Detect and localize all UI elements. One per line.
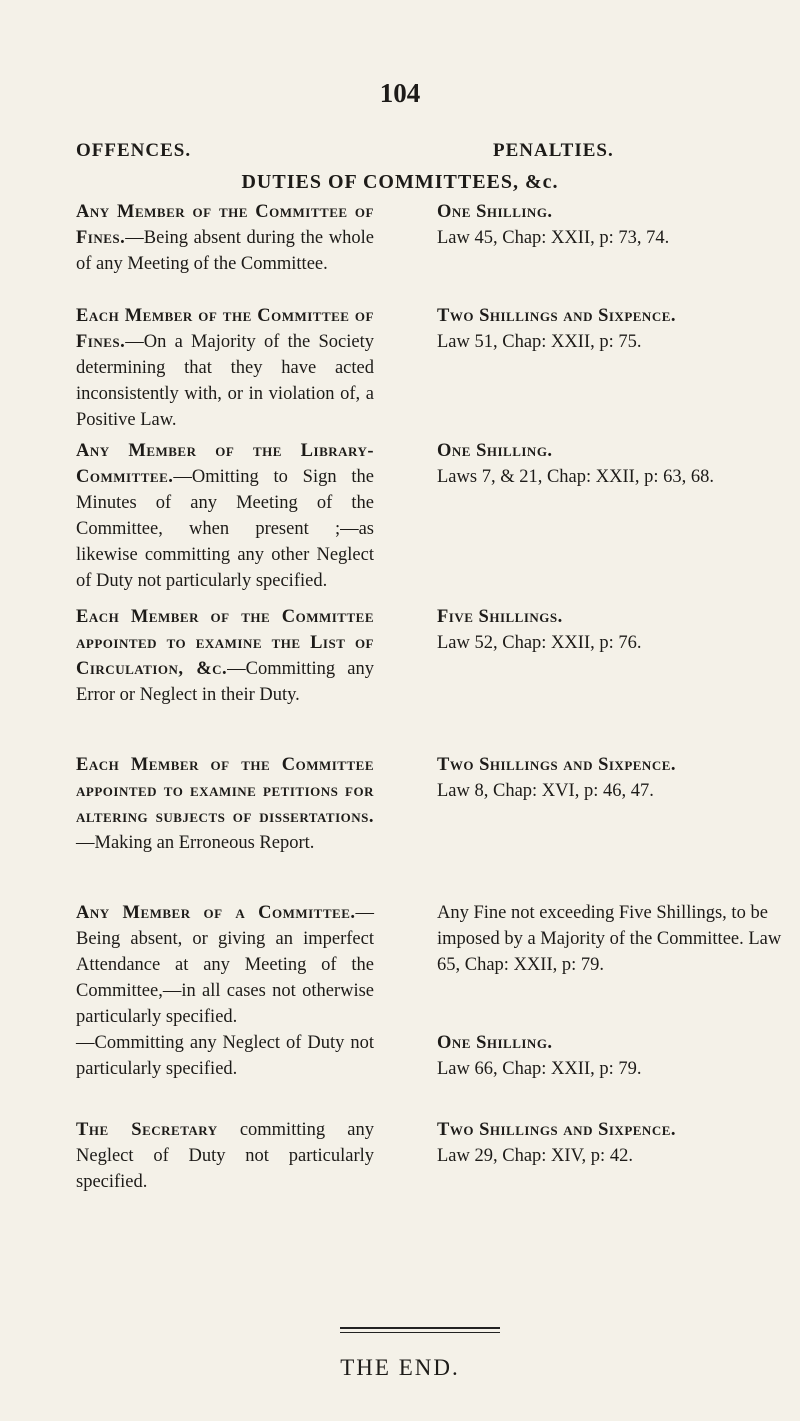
offence-head: Any Member of the Committee of Fines. xyxy=(76,202,374,248)
law-reference: Law 29, Chap: XIV, p: 42. xyxy=(437,1146,633,1166)
penalty-amount: Five Shillings. xyxy=(437,607,563,627)
closing-text: THE END. xyxy=(340,1355,460,1380)
offence-text xyxy=(76,438,374,594)
offence-text xyxy=(76,752,374,856)
law-reference: Law 51, Chap: XXII, p: 75. xyxy=(437,332,642,352)
offence-text xyxy=(76,900,374,1030)
offence-text xyxy=(76,1117,374,1195)
offence-head: Any Member of a Committee. xyxy=(76,903,356,923)
penalty-amount: Two Shillings and Sixpence. xyxy=(437,1120,677,1140)
law-reference: Law 8, Chap: XVI, p: 46, 47. xyxy=(437,781,654,801)
offence-head: Each Member of the Committee appointed to examine petitions for altering subjects of dissertations. xyxy=(76,755,374,827)
offence-head: The Secretary xyxy=(76,1120,218,1140)
column-header-penalties: PENALTIES. xyxy=(493,140,614,161)
penalty-amount: One Shilling. xyxy=(437,441,553,461)
penalty-amount: One Shilling. xyxy=(437,202,553,222)
offence-description: —Omitting to Sign the Minutes of any Meeting of the Committee, when present ;—as likewise committing any other Neglect of Duty not particularly specified. xyxy=(76,467,374,591)
section-title: DUTIES OF COMMITTEES, &c. xyxy=(241,171,559,193)
page-number: 104 xyxy=(379,78,421,108)
end-rule xyxy=(340,1327,500,1333)
column-header-offences: OFFENCES. xyxy=(76,140,192,161)
law-reference: Law 52, Chap: XXII, p: 76. xyxy=(437,633,642,653)
offence-head: Any Member of the Library-Committee. xyxy=(76,441,374,487)
offence-description: —Committing any Neglect of Duty not particularly specified. xyxy=(76,1033,374,1079)
penalty-amount: One Shilling. xyxy=(437,1033,553,1053)
offence-description: —Committing any Error or Neglect in their Duty. xyxy=(76,659,374,705)
penalty-amount: Two Shillings and Sixpence. xyxy=(437,755,677,775)
penalty-text xyxy=(437,438,782,490)
offence-description: —Being absent during the whole of any Meeting of the Committee. xyxy=(76,228,374,274)
law-reference: Any Fine not exceeding Five Shillings, to be imposed by a Majority of the Committee. Law 65, Chap: XXII, p: 79. xyxy=(437,903,782,975)
penalty-text xyxy=(437,752,782,804)
offence-description: —Making an Erroneous Report. xyxy=(76,833,315,853)
law-reference: Laws 7, & 21, Chap: XXII, p: 63, 68. xyxy=(437,467,714,487)
penalty-text xyxy=(437,1030,782,1082)
penalty-text xyxy=(437,1117,782,1169)
law-reference: Law 66, Chap: XXII, p: 79. xyxy=(437,1059,642,1079)
penalty-text xyxy=(437,604,782,656)
offence-head: Each Member of the Committee appointed to examine the List of Circulation, &c. xyxy=(76,607,374,679)
penalty-text xyxy=(437,303,782,355)
offence-description: committing any Neglect of Duty not particularly specified. xyxy=(76,1120,375,1192)
penalty-text xyxy=(437,900,782,978)
offence-text xyxy=(76,604,374,708)
offence-head: Each Member of the Committee of Fines. xyxy=(76,306,374,352)
offence-text xyxy=(76,1030,374,1082)
penalty-amount: Two Shillings and Sixpence. xyxy=(437,306,677,326)
offence-description: —Being absent, or giving an imperfect Attendance at any Meeting of the Committee,—in all cases not otherwise particularly specified. xyxy=(76,903,374,1027)
offence-description: —On a Majority of the Society determining that they have acted inconsistently with, or in violation of, a Positive Law. xyxy=(76,332,374,430)
law-reference: Law 45, Chap: XXII, p: 73, 74. xyxy=(437,228,670,248)
penalty-text xyxy=(437,199,782,251)
offence-text xyxy=(76,303,374,433)
offence-text xyxy=(76,199,374,277)
